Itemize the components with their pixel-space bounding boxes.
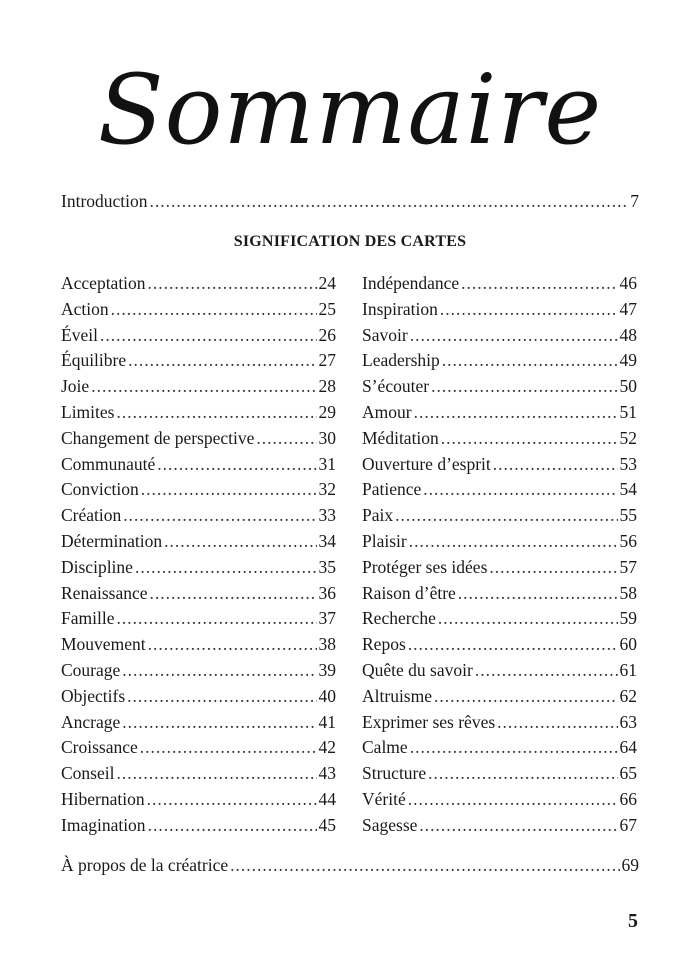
toc-entry-label: Ouverture d’esprit — [362, 453, 491, 474]
toc-entry-label: Quête du savoir — [362, 659, 473, 680]
toc-entry-label: Mouvement — [61, 634, 146, 655]
toc-entry[interactable] — [362, 581, 637, 605]
dot-leader — [91, 374, 316, 398]
dot-leader — [122, 658, 316, 682]
toc-entry-page: 62 — [619, 685, 637, 706]
dot-leader — [150, 189, 629, 213]
dot-leader — [434, 684, 618, 708]
toc-entry-label: Conviction — [61, 479, 139, 500]
page-title: Sommaire — [97, 54, 603, 166]
toc-entry-label: Amour — [362, 401, 412, 422]
toc-entry-page: 53 — [619, 453, 637, 474]
toc-entry[interactable] — [362, 477, 637, 501]
toc-entry-page: 34 — [318, 530, 336, 551]
dot-leader — [408, 787, 618, 811]
toc-entry-label: Acceptation — [61, 273, 146, 293]
toc-entry-page: 69 — [621, 855, 639, 875]
toc-entry-page: 61 — [619, 659, 637, 680]
toc-entry-page: 67 — [619, 814, 637, 835]
toc-entry-label: Imagination — [61, 814, 146, 835]
toc-entry[interactable] — [362, 632, 637, 656]
toc-entry-page: 65 — [619, 763, 637, 784]
dot-leader — [111, 297, 317, 321]
toc-entry-page: 32 — [318, 479, 336, 500]
toc-entry-introduction[interactable] — [61, 189, 639, 213]
toc-entry-label: Sagesse — [362, 814, 418, 835]
dot-leader — [128, 348, 316, 372]
toc-entry-label: Objectifs — [61, 685, 126, 706]
dot-leader — [395, 503, 617, 527]
dot-leader — [493, 452, 618, 476]
toc-entry-label: Création — [61, 505, 122, 526]
toc-entry[interactable] — [61, 735, 336, 759]
toc-entry-label: Joie — [61, 376, 90, 397]
toc-entry-label: Protéger ses idées — [362, 556, 488, 577]
toc-entry-label: Équilibre — [61, 350, 127, 371]
dot-leader — [428, 761, 617, 785]
toc-entry-label: Patience — [362, 479, 422, 500]
toc-entry[interactable] — [61, 503, 336, 527]
toc-entry[interactable] — [362, 348, 637, 372]
toc-entry[interactable] — [61, 813, 336, 837]
toc-entry-page: 33 — [318, 505, 336, 526]
toc-entry[interactable] — [362, 374, 637, 398]
toc-entry-page: 64 — [619, 737, 637, 758]
toc-entry-page: 57 — [619, 556, 637, 577]
toc-left-column — [61, 271, 336, 839]
toc-entry-page: 27 — [318, 350, 336, 371]
toc-entry[interactable] — [61, 323, 336, 347]
toc-entry-label: Communauté — [61, 453, 156, 474]
toc-entry-label: Action — [61, 298, 109, 319]
toc-entry-page: 40 — [318, 685, 336, 706]
dot-leader — [150, 581, 317, 605]
toc-entry-page: 54 — [619, 479, 637, 500]
toc-entry-label: Repos — [362, 634, 406, 655]
toc-entry[interactable] — [61, 606, 336, 630]
toc-entry-page: 46 — [619, 273, 637, 293]
toc-entry[interactable] — [61, 477, 336, 501]
toc-entry[interactable] — [61, 581, 336, 605]
dot-leader — [148, 271, 317, 295]
dot-leader — [410, 735, 618, 759]
dot-leader — [438, 606, 618, 630]
toc-entry[interactable] — [61, 529, 336, 553]
toc-entry-label: Altruisme — [362, 685, 432, 706]
dot-leader — [256, 426, 316, 450]
toc-entry-label: Leadership — [362, 350, 440, 371]
toc-entry-page: 50 — [619, 376, 637, 397]
toc-entry[interactable] — [362, 426, 637, 450]
dot-leader — [164, 529, 316, 553]
dot-leader — [475, 658, 618, 682]
toc-entry[interactable] — [61, 374, 336, 398]
toc-entry-page: 25 — [318, 298, 336, 319]
toc-right-column — [362, 271, 637, 839]
toc-entry-page: 59 — [619, 608, 637, 629]
dot-leader — [230, 853, 619, 877]
toc-entry-label: Calme — [362, 737, 408, 758]
toc-entry[interactable] — [61, 658, 336, 682]
dot-leader — [458, 581, 618, 605]
toc-entry[interactable] — [61, 426, 336, 450]
toc-entry[interactable] — [61, 632, 336, 656]
toc-entry[interactable] — [362, 452, 637, 476]
dot-leader — [419, 813, 617, 837]
toc-entry-label: Structure — [362, 763, 427, 784]
toc-entry-page: 60 — [619, 634, 637, 655]
toc-entry-label: Savoir — [362, 324, 408, 345]
toc-entry-label: Inspiration — [362, 298, 438, 319]
toc-entry[interactable] — [61, 400, 336, 424]
toc-entry-page: 63 — [619, 711, 637, 732]
toc-entry-page: 43 — [318, 763, 336, 784]
dot-leader — [410, 323, 618, 347]
dot-leader — [414, 400, 618, 424]
toc-entry[interactable] — [61, 348, 336, 372]
toc-entry-label: Recherche — [362, 608, 436, 629]
toc-entry-page: 38 — [318, 634, 336, 655]
toc-entry-page: 49 — [619, 350, 637, 371]
toc-entry-page: 31 — [318, 453, 336, 474]
dot-leader — [489, 555, 617, 579]
dot-leader — [116, 606, 316, 630]
dot-leader — [157, 452, 316, 476]
dot-leader — [123, 503, 316, 527]
toc-entry-label: Limites — [61, 401, 115, 422]
toc-entry-label: Plaisir — [362, 530, 407, 551]
dot-leader — [442, 348, 618, 372]
dot-leader — [135, 555, 317, 579]
toc-entry-page: 51 — [619, 401, 637, 422]
toc-entry[interactable] — [362, 297, 637, 321]
toc-entry[interactable] — [362, 787, 637, 811]
toc-entry[interactable] — [61, 710, 336, 734]
dot-leader — [100, 323, 317, 347]
toc-entry-page: 66 — [619, 788, 637, 809]
dot-leader — [497, 710, 617, 734]
toc-entry-label: Hibernation — [61, 788, 145, 809]
toc-entry-label: Méditation — [362, 427, 439, 448]
toc-entry[interactable] — [362, 710, 637, 734]
toc-entry[interactable] — [61, 452, 336, 476]
dot-leader — [461, 271, 617, 295]
dot-leader — [408, 632, 618, 656]
toc-entry[interactable] — [362, 735, 637, 759]
toc-entry-page: 39 — [318, 659, 336, 680]
toc-entry-label: Renaissance — [61, 582, 148, 603]
toc-entry-page: 30 — [318, 427, 336, 448]
toc-entry-page: 24 — [318, 273, 336, 293]
toc-entry-label: Indépendance — [362, 273, 460, 293]
toc-entry-page: 52 — [619, 427, 637, 448]
toc-entry-page: 26 — [318, 324, 336, 345]
toc-entry-page: 37 — [318, 608, 336, 629]
dot-leader — [409, 529, 618, 553]
toc-entry-label: Détermination — [61, 530, 163, 551]
toc-entry[interactable] — [362, 271, 637, 295]
dot-leader — [440, 297, 618, 321]
dot-leader — [423, 477, 617, 501]
toc-entry[interactable] — [362, 761, 637, 785]
dot-leader — [116, 761, 316, 785]
toc-entry-label: Croissance — [61, 737, 138, 758]
toc-entry-label: Introduction — [61, 191, 148, 211]
toc-entry-label: À propos de la créatrice — [61, 855, 229, 875]
dot-leader — [441, 426, 618, 450]
toc-entry-page: 44 — [318, 788, 336, 809]
toc-entry[interactable] — [61, 684, 336, 708]
toc-entry-label: Famille — [61, 608, 115, 629]
toc-entry-page: 35 — [318, 556, 336, 577]
dot-leader — [116, 400, 316, 424]
toc-entry-page: 45 — [318, 814, 336, 835]
dot-leader — [140, 735, 317, 759]
dot-leader — [431, 374, 617, 398]
toc-entry-page: 47 — [619, 298, 637, 319]
toc-entry[interactable] — [61, 271, 336, 295]
toc-entry[interactable] — [362, 400, 637, 424]
toc-entry-page: 29 — [318, 401, 336, 422]
toc-entry[interactable] — [362, 323, 637, 347]
toc-entry-page: 55 — [619, 505, 637, 526]
toc-entry-page: 36 — [318, 582, 336, 603]
toc-entry-label: Vérité — [362, 788, 406, 809]
toc-entry-page: 58 — [619, 582, 637, 603]
toc-entry-label: Ancrage — [61, 711, 121, 732]
toc-entry-page: 48 — [619, 324, 637, 345]
dot-leader — [122, 710, 316, 734]
toc-entry-label: Discipline — [61, 556, 133, 577]
toc-entry-page: 42 — [318, 737, 336, 758]
dot-leader — [148, 632, 317, 656]
toc-entry-label: S’écouter — [362, 376, 430, 397]
toc-entry-page: 28 — [318, 376, 336, 397]
toc-entry[interactable] — [61, 761, 336, 785]
toc-entry[interactable] — [362, 606, 637, 630]
toc-entry-label: Raison d’être — [362, 582, 456, 603]
toc-entry[interactable] — [362, 529, 637, 553]
toc-entry-label: Éveil — [61, 324, 98, 345]
section-heading: SIGNIFICATION DES CARTES — [233, 233, 467, 250]
toc-entry-label: Paix — [362, 505, 394, 526]
dot-leader — [148, 813, 317, 837]
dot-leader — [127, 684, 316, 708]
dot-leader — [141, 477, 317, 501]
toc-entry[interactable] — [362, 813, 637, 837]
toc-entry-label: Conseil — [61, 763, 115, 784]
toc-entry-about[interactable] — [61, 853, 639, 877]
toc-entry-page: 41 — [318, 711, 336, 732]
page-number: 5 — [628, 910, 638, 932]
toc-entry-label: Exprimer ses rêves — [362, 711, 496, 732]
toc-entry[interactable] — [362, 555, 637, 579]
toc-entry[interactable] — [61, 787, 336, 811]
dot-leader — [147, 787, 317, 811]
toc-entry-page: 56 — [619, 530, 637, 551]
toc-entry[interactable] — [362, 503, 637, 527]
toc-entry-label: Changement de perspective — [61, 427, 255, 448]
toc-entry-page: 7 — [630, 191, 639, 211]
toc-entry[interactable] — [362, 684, 637, 708]
toc-entry-label: Courage — [61, 659, 121, 680]
toc-entry[interactable] — [61, 555, 336, 579]
toc-entry[interactable] — [61, 297, 336, 321]
toc-entry[interactable] — [362, 658, 637, 682]
